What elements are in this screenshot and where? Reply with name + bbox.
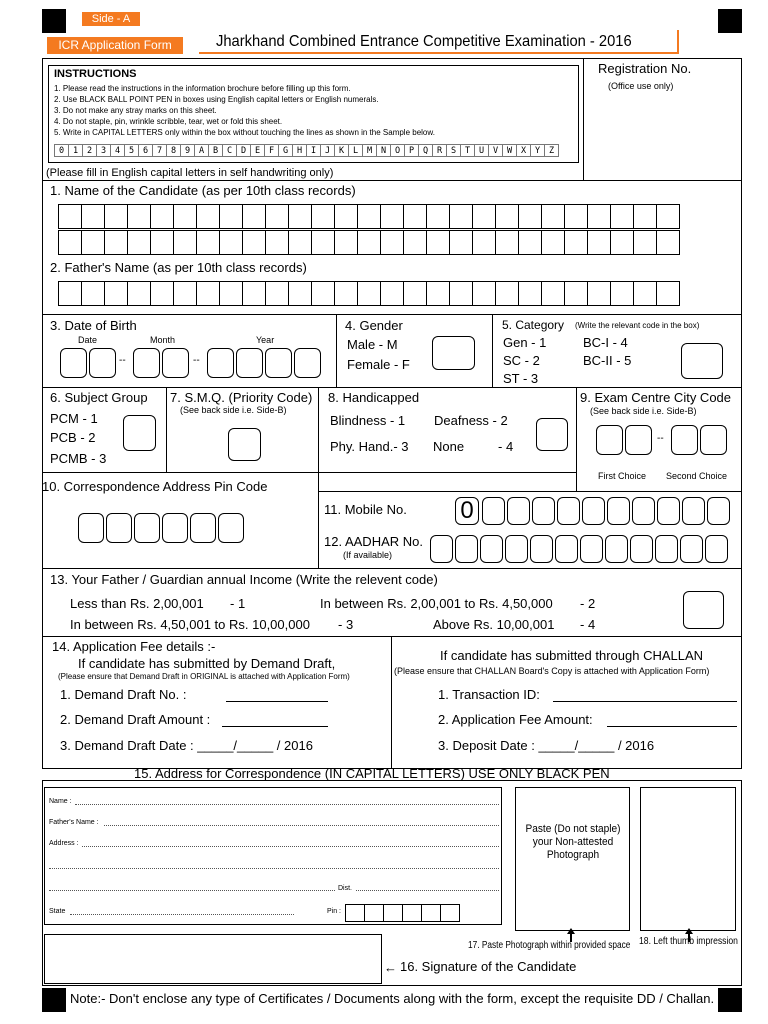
name-char-box[interactable]: [380, 230, 404, 255]
name-char-box[interactable]: [633, 230, 657, 255]
father-name-char-box[interactable]: [173, 281, 197, 306]
name-char-box[interactable]: [541, 230, 565, 255]
aadhar-digit-box[interactable]: [430, 535, 453, 563]
aadhar-digit-box[interactable]: [655, 535, 678, 563]
father-name-char-box[interactable]: [196, 281, 220, 306]
instruction-5: 5. Write in CAPITAL LETTERS only within the box without touching the lines as shown in the Sample below.: [54, 128, 435, 137]
name-char-box[interactable]: [196, 230, 220, 255]
instruction-3: 3. Do not make any stray marks on this sheet.: [54, 106, 217, 115]
dob-date-boxes[interactable]: [60, 348, 118, 378]
handicap-input-box[interactable]: [536, 418, 568, 451]
deposit-date-label: 3. Deposit Date : _____/_____ / 2016: [438, 738, 655, 753]
dob-date-caption: Date: [78, 335, 98, 345]
sample-char: 1: [68, 144, 83, 157]
page-title: Jharkhand Combined Entrance Competitive Examination - 2016: [216, 33, 632, 50]
address-state-line[interactable]: [70, 914, 294, 915]
address-address-label: Address :: [49, 840, 79, 847]
name-char-box[interactable]: [426, 230, 450, 255]
dob-sep-2: --: [193, 355, 200, 366]
q7-hint: (See back side i.e. Side-B): [180, 405, 287, 415]
pin-code-boxes[interactable]: [78, 513, 246, 543]
father-name-char-box[interactable]: [518, 281, 542, 306]
dob-year-boxes[interactable]: [207, 348, 323, 378]
centre-first-choice-caption: First Choice: [598, 471, 647, 481]
sample-char: M: [362, 144, 377, 157]
mobile-prefix-box: 0: [455, 497, 479, 525]
name-char-box[interactable]: [472, 230, 496, 255]
mobile-digit-box[interactable]: [532, 497, 555, 525]
mobile-number-boxes[interactable]: [482, 497, 732, 525]
name-char-box[interactable]: [104, 230, 128, 255]
photo-caption: 17. Paste Photograph within provided space: [468, 940, 631, 951]
dob-month-boxes[interactable]: [133, 348, 191, 378]
father-name-char-box[interactable]: [656, 281, 680, 306]
dob-sep-1: --: [119, 355, 126, 366]
q5-hint: (Write the relevant code in the box): [575, 321, 700, 330]
q2-label: 2. Father's Name (as per 10th class records): [50, 260, 307, 275]
name-char-box[interactable]: [196, 204, 220, 229]
category-st: ST - 3: [503, 371, 539, 386]
name-char-box[interactable]: [357, 230, 381, 255]
mobile-digit-box[interactable]: [707, 497, 730, 525]
father-name-char-box[interactable]: [150, 281, 174, 306]
sample-char: S: [446, 144, 461, 157]
aadhar-digit-box[interactable]: [530, 535, 553, 563]
gender-male: Male - M: [347, 337, 398, 352]
name-char-box[interactable]: [81, 230, 105, 255]
mobile-digit-box[interactable]: [607, 497, 630, 525]
income-range-2: In between Rs. 2,00,001 to Rs. 4,50,000: [320, 596, 553, 611]
pin-digit-box[interactable]: [78, 513, 104, 543]
mobile-digit-box[interactable]: [657, 497, 680, 525]
name-char-box[interactable]: [495, 230, 519, 255]
q13-label: 13. Your Father / Guardian annual Income (Write the relevent code): [50, 572, 438, 587]
centre-code-box[interactable]: [596, 425, 623, 455]
sample-char: 9: [180, 144, 195, 157]
mobile-digit-box[interactable]: [557, 497, 580, 525]
aadhar-digit-box[interactable]: [630, 535, 653, 563]
father-name-char-box[interactable]: [495, 281, 519, 306]
address-father-line[interactable]: [104, 825, 499, 826]
challan-heading: If candidate has submitted through CHALLAN: [440, 648, 704, 663]
sample-char: L: [348, 144, 363, 157]
name-char-box[interactable]: [610, 204, 634, 229]
address-pin-digit-box[interactable]: [383, 904, 403, 922]
sample-char: F: [264, 144, 279, 157]
sample-char: R: [432, 144, 447, 157]
sample-char: G: [278, 144, 293, 157]
q3-label: 3. Date of Birth: [50, 318, 137, 333]
transaction-id-label: 1. Transaction ID:: [438, 687, 540, 702]
name-char-box[interactable]: [564, 204, 588, 229]
name-char-box[interactable]: [81, 204, 105, 229]
name-char-box[interactable]: [127, 230, 151, 255]
dob-month-caption: Month: [150, 335, 176, 345]
name-char-box[interactable]: [288, 204, 312, 229]
father-name-char-box[interactable]: [449, 281, 473, 306]
address-name-label: Name :: [49, 798, 72, 805]
category-input-box[interactable]: [681, 343, 723, 379]
dd-amount-label: 2. Demand Draft Amount :: [60, 712, 211, 727]
name-char-box[interactable]: [334, 204, 358, 229]
name-char-box[interactable]: [656, 230, 680, 255]
sample-char: 4: [110, 144, 125, 157]
father-name-char-box[interactable]: [242, 281, 266, 306]
father-name-char-box[interactable]: [81, 281, 105, 306]
dd-heading: If candidate has submitted by Demand Draft,: [78, 656, 336, 671]
dd-date-label: 3. Demand Draft Date : _____/_____ / 2016: [60, 738, 313, 753]
name-char-box[interactable]: [472, 204, 496, 229]
sample-char: C: [222, 144, 237, 157]
transaction-id-line[interactable]: [553, 701, 737, 702]
mobile-digit-box[interactable]: [682, 497, 705, 525]
centre-second-choice-caption: Second Choice: [666, 471, 728, 481]
name-char-box[interactable]: [173, 204, 197, 229]
name-char-box[interactable]: [449, 204, 473, 229]
income-code-1: - 1: [230, 596, 246, 611]
sample-char: X: [516, 144, 531, 157]
thumb-box: [640, 787, 736, 931]
sample-char: 7: [152, 144, 167, 157]
subject-pcmb: PCMB - 3: [50, 451, 107, 466]
instruction-1: 1. Please read the instructions in the information brochure before filling up this form.: [54, 84, 351, 93]
centre-first-choice-boxes[interactable]: [596, 425, 654, 455]
handicap-deafness: Deafness - 2: [434, 413, 508, 428]
aadhar-digit-box[interactable]: [680, 535, 703, 563]
sample-char: 6: [138, 144, 153, 157]
aadhar-digit-box[interactable]: [705, 535, 728, 563]
form-label: ICR Application Form: [47, 37, 183, 54]
pin-digit-box[interactable]: [190, 513, 216, 543]
sample-char: A: [194, 144, 209, 157]
father-name-char-box[interactable]: [58, 281, 82, 306]
sample-char: Y: [530, 144, 545, 157]
name-char-box[interactable]: [656, 204, 680, 229]
name-char-box[interactable]: [564, 230, 588, 255]
q5-label: 5. Category: [502, 318, 565, 332]
name-char-box[interactable]: [610, 230, 634, 255]
name-char-box[interactable]: [127, 204, 151, 229]
corner-mark-bottom-left: [42, 988, 66, 1012]
income-code-4: - 4: [580, 617, 596, 632]
mobile-digit-box[interactable]: [632, 497, 655, 525]
name-char-box[interactable]: [58, 230, 82, 255]
q14-label: 14. Application Fee details :-: [52, 639, 216, 654]
sample-char: B: [208, 144, 223, 157]
father-name-char-box[interactable]: [587, 281, 611, 306]
dob-digit-box[interactable]: [294, 348, 321, 378]
father-name-char-box[interactable]: [219, 281, 243, 306]
aadhar-digit-box[interactable]: [455, 535, 478, 563]
q9-hint: (See back side i.e. Side-B): [590, 406, 697, 416]
income-code-2: - 2: [580, 596, 596, 611]
father-name-char-box[interactable]: [633, 281, 657, 306]
corner-mark-bottom-right: [718, 988, 742, 1012]
income-range-1: Less than Rs. 2,00,001: [70, 596, 204, 611]
income-range-4: Above Rs. 10,00,001: [433, 617, 555, 632]
pin-digit-box[interactable]: [162, 513, 188, 543]
father-name-char-box[interactable]: [610, 281, 634, 306]
challan-note: (Please ensure that CHALLAN Board's Copy is attached with Application Form): [394, 666, 710, 676]
q12-label: 12. AADHAR No.: [324, 534, 423, 549]
father-name-char-box[interactable]: [104, 281, 128, 306]
name-char-box[interactable]: [219, 204, 243, 229]
sample-char: D: [236, 144, 251, 157]
father-name-char-box[interactable]: [403, 281, 427, 306]
name-char-box[interactable]: [150, 204, 174, 229]
instructions-heading: INSTRUCTIONS: [54, 68, 137, 80]
father-name-char-box[interactable]: [564, 281, 588, 306]
dd-amount-line[interactable]: [222, 726, 328, 727]
centre-code-box[interactable]: [671, 425, 698, 455]
footer-note: Note:- Don't enclose any type of Certificates / Documents along with the form, except the requisite DD / Challan.: [70, 991, 715, 1006]
address-pin-label: Pin :: [327, 908, 342, 915]
name-char-box[interactable]: [242, 230, 266, 255]
gender-female: Female - F: [347, 357, 410, 372]
aadhar-digit-box[interactable]: [605, 535, 628, 563]
dob-digit-box[interactable]: [265, 348, 292, 378]
name-boxes-row-2[interactable]: [58, 230, 679, 255]
handicap-blindness: Blindness - 1: [330, 413, 406, 428]
aadhar-number-boxes[interactable]: [430, 535, 730, 563]
income-range-3: In between Rs. 4,50,001 to Rs. 10,00,000: [70, 617, 310, 632]
mobile-digit-box[interactable]: [482, 497, 505, 525]
father-name-char-box[interactable]: [334, 281, 358, 306]
q6-label: 6. Subject Group: [50, 390, 148, 405]
name-char-box[interactable]: [633, 204, 657, 229]
centre-code-box[interactable]: [625, 425, 652, 455]
address-state-label: State: [49, 908, 66, 915]
address-dist-label: Dist.: [338, 885, 352, 892]
name-char-box[interactable]: [495, 204, 519, 229]
sample-char: N: [376, 144, 391, 157]
instruction-2: 2. Use BLACK BALL POINT PEN in boxes using English capital letters or English numerals.: [54, 95, 379, 104]
pin-digit-box[interactable]: [134, 513, 160, 543]
dob-digit-box[interactable]: [60, 348, 87, 378]
name-char-box[interactable]: [541, 204, 565, 229]
name-char-box[interactable]: [104, 204, 128, 229]
q12-sub: (If available): [343, 550, 393, 560]
sample-char: W: [502, 144, 517, 157]
instruction-4: 4. Do not staple, pin, wrinkle scribble, tear, wet or fold this sheet.: [54, 117, 283, 126]
address-dist-line[interactable]: [356, 890, 499, 891]
centre-second-choice-boxes[interactable]: [671, 425, 729, 455]
father-name-char-box[interactable]: [541, 281, 565, 306]
name-char-box[interactable]: [380, 204, 404, 229]
dob-digit-box[interactable]: [207, 348, 234, 378]
father-name-char-box[interactable]: [127, 281, 151, 306]
q1-label: 1. Name of the Candidate (as per 10th class records): [50, 183, 356, 198]
name-char-box[interactable]: [518, 204, 542, 229]
pin-digit-box[interactable]: [106, 513, 132, 543]
q4-label: 4. Gender: [345, 318, 403, 333]
category-bc1: BC-I - 4: [583, 335, 628, 350]
address-name-line[interactable]: [75, 804, 499, 805]
address-pin-digit-box[interactable]: [421, 904, 441, 922]
signature-arrow-icon: ←: [384, 960, 397, 975]
thumb-caption: 18. Left thumb impression: [639, 936, 738, 947]
name-char-box[interactable]: [518, 230, 542, 255]
name-char-box[interactable]: [265, 230, 289, 255]
father-name-char-box[interactable]: [311, 281, 335, 306]
name-char-box[interactable]: [426, 204, 450, 229]
name-char-box[interactable]: [587, 230, 611, 255]
name-char-box[interactable]: [357, 204, 381, 229]
sample-char: 3: [96, 144, 111, 157]
smq-input-box[interactable]: [228, 428, 261, 461]
name-char-box[interactable]: [173, 230, 197, 255]
address-pin-boxes[interactable]: [345, 904, 459, 922]
q8-label: 8. Handicapped: [328, 390, 420, 405]
father-name-char-box[interactable]: [380, 281, 404, 306]
q9-label: 9. Exam Centre City Code: [580, 390, 732, 405]
name-boxes-row-1[interactable]: [58, 204, 679, 229]
name-char-box[interactable]: [334, 230, 358, 255]
aadhar-digit-box[interactable]: [555, 535, 578, 563]
father-name-char-box[interactable]: [288, 281, 312, 306]
dob-year-caption: Year: [256, 335, 275, 345]
sample-char: I: [306, 144, 321, 157]
q15-label: 15. Address for Correspondence (IN CAPITAL LETTERS) USE ONLY BLACK PEN: [134, 766, 610, 781]
dob-digit-box[interactable]: [162, 348, 189, 378]
name-char-box[interactable]: [242, 204, 266, 229]
father-name-char-box[interactable]: [426, 281, 450, 306]
sample-char: 2: [82, 144, 97, 157]
income-input-box[interactable]: [683, 591, 724, 629]
centre-sep: --: [657, 433, 664, 444]
sample-char: Z: [544, 144, 559, 157]
gender-input-box[interactable]: [432, 336, 475, 370]
corner-mark-top-left: [42, 9, 66, 33]
father-name-boxes[interactable]: [58, 281, 679, 306]
registration-label: Registration No.: [598, 61, 692, 76]
name-char-box[interactable]: [265, 204, 289, 229]
subject-pcb: PCB - 2: [50, 430, 96, 445]
q11-label: 11. Mobile No.: [324, 502, 407, 517]
sample-char: 5: [124, 144, 139, 157]
sample-char: Q: [418, 144, 433, 157]
income-code-3: - 3: [338, 617, 354, 632]
q10-label: 10. Correspondence Address Pin Code: [42, 479, 268, 494]
side-label: Side - A: [82, 12, 140, 26]
mobile-digit-box[interactable]: [507, 497, 530, 525]
sample-char: U: [474, 144, 489, 157]
sample-characters: [54, 144, 558, 157]
name-char-box[interactable]: [311, 230, 335, 255]
fee-amount-line[interactable]: [607, 726, 737, 727]
sample-char: V: [488, 144, 503, 157]
address-pin-digit-box[interactable]: [364, 904, 384, 922]
sample-char: K: [334, 144, 349, 157]
q16-label: 16. Signature of the Candidate: [400, 959, 577, 974]
aadhar-digit-box[interactable]: [480, 535, 503, 563]
registration-sub: (Office use only): [608, 81, 674, 91]
sample-char: T: [460, 144, 475, 157]
dd-note: (Please ensure that Demand Draft in ORIGINAL is attached with Application Form): [58, 672, 350, 681]
dob-digit-box[interactable]: [89, 348, 116, 378]
address-line-3[interactable]: [49, 890, 335, 891]
address-pin-digit-box[interactable]: [440, 904, 460, 922]
signature-box[interactable]: [44, 934, 382, 984]
father-name-char-box[interactable]: [265, 281, 289, 306]
aadhar-digit-box[interactable]: [505, 535, 528, 563]
father-name-char-box[interactable]: [357, 281, 381, 306]
sample-char: 0: [54, 144, 69, 157]
name-char-box[interactable]: [403, 230, 427, 255]
dob-digit-box[interactable]: [236, 348, 263, 378]
address-line-1[interactable]: [82, 846, 499, 847]
mobile-digit-box[interactable]: [582, 497, 605, 525]
category-bc2: BC-II - 5: [583, 353, 632, 368]
sample-char: J: [320, 144, 335, 157]
category-sc: SC - 2: [503, 353, 540, 368]
pin-digit-box[interactable]: [218, 513, 244, 543]
corner-mark-top-right: [718, 9, 742, 33]
sample-char: O: [390, 144, 405, 157]
subject-pcm: PCM - 1: [50, 411, 98, 426]
name-char-box[interactable]: [58, 204, 82, 229]
photo-text: Paste (Do not staple) your Non-attested Photograph: [525, 823, 621, 862]
centre-code-box[interactable]: [700, 425, 727, 455]
dd-number-line[interactable]: [226, 701, 328, 702]
father-name-char-box[interactable]: [472, 281, 496, 306]
address-pin-digit-box[interactable]: [345, 904, 365, 922]
handicap-physical: Phy. Hand.- 3: [330, 439, 409, 454]
handicap-none-code: - 4: [498, 439, 514, 454]
fee-amount-label: 2. Application Fee Amount:: [438, 712, 593, 727]
category-gen: Gen - 1: [503, 335, 547, 350]
aadhar-digit-box[interactable]: [580, 535, 603, 563]
q7-label: 7. S.M.Q. (Priority Code): [170, 390, 313, 405]
name-char-box[interactable]: [403, 204, 427, 229]
subject-input-box[interactable]: [123, 415, 156, 451]
dob-digit-box[interactable]: [133, 348, 160, 378]
dd-number-label: 1. Demand Draft No. :: [60, 687, 187, 702]
sample-char: P: [404, 144, 419, 157]
address-line-2[interactable]: [49, 868, 499, 869]
sample-char: 8: [166, 144, 181, 157]
address-pin-digit-box[interactable]: [402, 904, 422, 922]
name-char-box[interactable]: [449, 230, 473, 255]
address-father-label: Father's Name :: [49, 819, 99, 826]
sample-char: E: [250, 144, 265, 157]
instructions-note: (Please fill in English capital letters in self handwriting only): [46, 167, 334, 179]
sample-char: H: [292, 144, 307, 157]
name-char-box[interactable]: [587, 204, 611, 229]
name-char-box[interactable]: [288, 230, 312, 255]
name-char-box[interactable]: [150, 230, 174, 255]
name-char-box[interactable]: [219, 230, 243, 255]
name-char-box[interactable]: [311, 204, 335, 229]
handicap-none: None: [433, 439, 465, 454]
